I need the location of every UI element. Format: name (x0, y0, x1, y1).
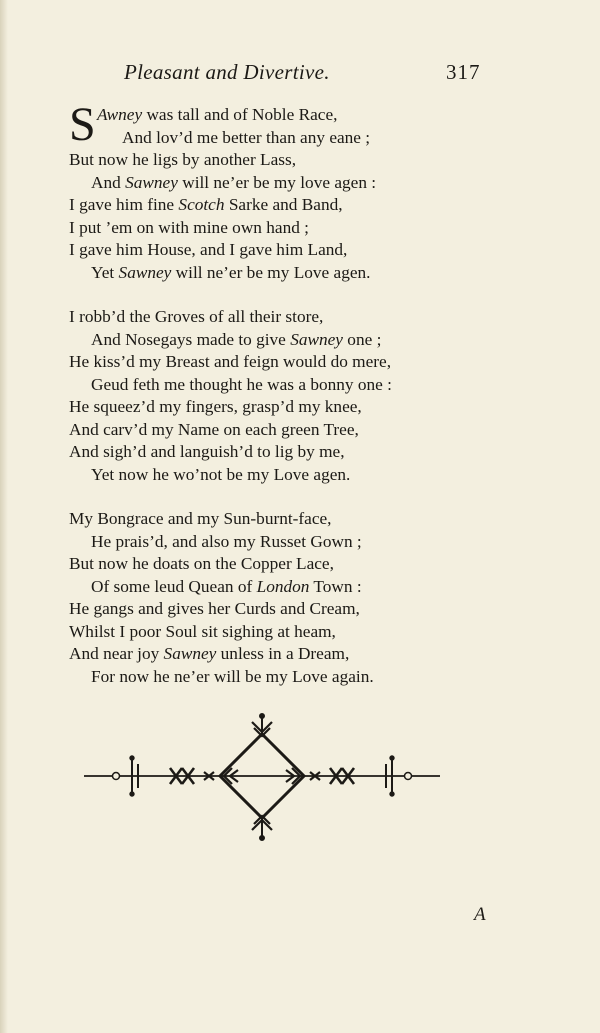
poem-line-italic: Sawney (125, 172, 178, 192)
poem-line-text: And (91, 172, 126, 192)
drop-cap: S (69, 98, 96, 151)
poem-line-italic: Awney (97, 105, 143, 124)
poem-line-italic: Sawney (290, 329, 343, 349)
poem-line (69, 172, 469, 195)
poem-line: For now he ne’er will be my Love again. (91, 666, 374, 686)
poem-line: I put ’em on with mine own hand ; (69, 217, 309, 237)
poem (69, 98, 469, 710)
stanza-1 (69, 98, 469, 284)
poem-line: He gangs and gives her Curds and Cream, (69, 599, 360, 618)
poem-line-text: unless in a Dream, (216, 644, 350, 663)
poem-line: I gave him House, and I gave him Land, (69, 240, 348, 259)
poem-line: He kiss’d my Breast and feign would do mere, (69, 352, 392, 371)
poem-line (69, 127, 469, 150)
poem-line: But now he doats on the Copper Lace, (69, 554, 334, 573)
poem-line: But now he ligs by another Lass, (69, 150, 297, 169)
poem-line (69, 329, 469, 352)
poem-line-text: will ne’er be my love agen : (177, 172, 377, 192)
poem-line: My Bongrace and my Sun-burnt-face, (69, 509, 332, 528)
poem-line-text: will ne’er be my Love agen. (171, 262, 371, 282)
poem-line-text: And near joy (69, 644, 164, 663)
poem-line-text: Yet (91, 262, 119, 282)
poem-line-italic: London (256, 576, 310, 596)
catchword: A (474, 904, 486, 925)
poem-line-text: Of some leud Quean of (91, 576, 257, 596)
stanza-3 (69, 508, 469, 688)
poem-line (69, 576, 469, 599)
poem-line-italic: Sawney (163, 644, 217, 663)
poem-line (69, 262, 469, 285)
poem-line-text: one ; (342, 329, 382, 349)
poem-line-italic: Scotch (178, 195, 225, 214)
poem-line-text: I gave him fine (69, 195, 179, 214)
poem-line-text: Town : (309, 576, 362, 596)
diamond-fleuron-ornament-icon (82, 712, 442, 842)
poem-line (69, 643, 469, 666)
poem-line: I robb’d the Groves of all their store, (69, 307, 324, 326)
poem-line-italic: Sawney (118, 262, 172, 282)
poem-line: And carv’d my Name on each green Tree, (69, 419, 359, 439)
poem-line-text: And Nosegays made to give (91, 329, 291, 349)
poem-line-text: Sarke and Band, (224, 195, 343, 214)
poem-line-text: was tall and of Noble Race, (142, 105, 338, 124)
page-number: 317 (446, 60, 481, 84)
poem-line: Geud feth me thought he was a bonny one : (91, 374, 392, 394)
page-gutter-shadow (0, 0, 8, 1033)
poem-line (69, 194, 469, 217)
poem-line: He squeez’d my fingers, grasp’d my knee, (69, 397, 362, 416)
running-title: Pleasant and Divertive. (124, 60, 330, 84)
stanza-2 (69, 306, 469, 486)
poem-line: He prais’d, and also my Russet Gown ; (91, 531, 362, 551)
poem-line: Yet now he wo’not be my Love agen. (91, 464, 351, 484)
poem-line: And sigh’d and languish’d to lig by me, (69, 442, 345, 461)
poem-line-text: And lov’d me better than any eane ; (122, 127, 371, 147)
poem-line: Whilst I poor Soul sit sighing at heam, (69, 621, 336, 641)
